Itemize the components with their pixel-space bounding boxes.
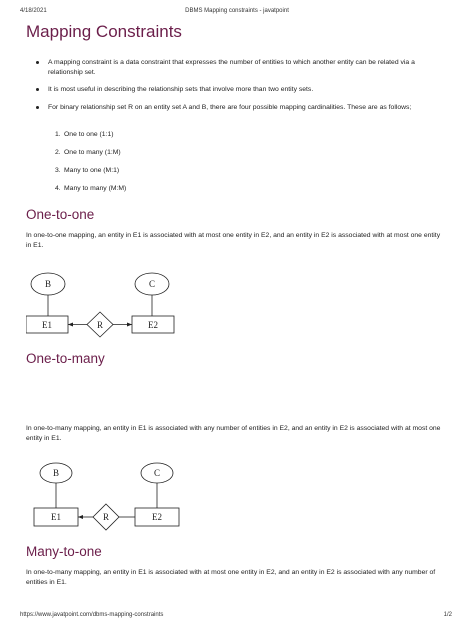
bullet-icon [36, 88, 39, 91]
intro-bullet-list [26, 58, 446, 120]
page-title: Mapping Constraints [26, 22, 182, 41]
section-text-many-to-one: In one-to-many mapping, an entity in E1 is associated with at most one entity in E2, and an entity in E2 is associated with any number of entities in E1. [26, 569, 436, 586]
bullet-item: For binary relationship set R on an entity set A and B, there are four possible mapping cardinalities. These are as follows; [26, 103, 446, 113]
cardinality-list [26, 130, 126, 202]
entity-e1-label: E1 [42, 320, 52, 330]
attribute-c-label: C [153, 468, 161, 478]
print-date: 4/18/2021 [20, 8, 47, 14]
list-item: 1. One to one (1:1) [55, 131, 114, 138]
bullet-item: A mapping constraint is a data constraint that expresses the number of entities to which another entity can be related via a relationship set. [26, 58, 446, 77]
list-item: 3. Many to one (M:1) [55, 167, 120, 174]
print-title: DBMS Mapping constraints - javatpoint [185, 8, 289, 14]
section-text-one-to-one: In one-to-one mapping, an entity in E1 is associated with at most one entity in E2, and an entity in E2 is associated with at most one entity in E1. [26, 232, 441, 249]
bullet-item: It is most useful in describing the relationship sets that involve more than two entity sets. [26, 85, 446, 95]
section-heading-many-to-one: Many-to-one [26, 544, 102, 559]
attribute-c-label: C [148, 279, 156, 289]
er-diagram-one-to-one [26, 270, 196, 342]
entity-e1-label: E1 [51, 512, 61, 522]
section-heading-one-to-one: One-to-one [26, 207, 95, 222]
list-item: 4. Many to many (M:M) [55, 185, 127, 192]
page-header [0, 0, 474, 14]
er-diagram-one-to-many [26, 460, 196, 532]
section-heading-one-to-many: One-to-many [26, 351, 105, 366]
section-text-one-to-many: In one-to-many mapping, an entity in E1 is associated with any number of entities in E2, and an entity in E2 is associated with at most one entity in E1. [26, 425, 441, 442]
list-item: 2. One to many (1:M) [55, 149, 121, 156]
bullet-icon [36, 61, 39, 64]
relationship-r-label: R [102, 512, 110, 522]
relationship-r-label: R [96, 320, 104, 330]
attribute-b-label: B [44, 279, 52, 289]
bullet-icon [36, 106, 39, 109]
entity-e2-label: E2 [148, 320, 158, 330]
page-number: 1/2 [443, 612, 452, 618]
source-url: https://www.javatpoint.com/dbms-mapping-constraints [20, 612, 164, 618]
attribute-b-label: B [52, 468, 60, 478]
entity-e2-label: E2 [152, 512, 162, 522]
